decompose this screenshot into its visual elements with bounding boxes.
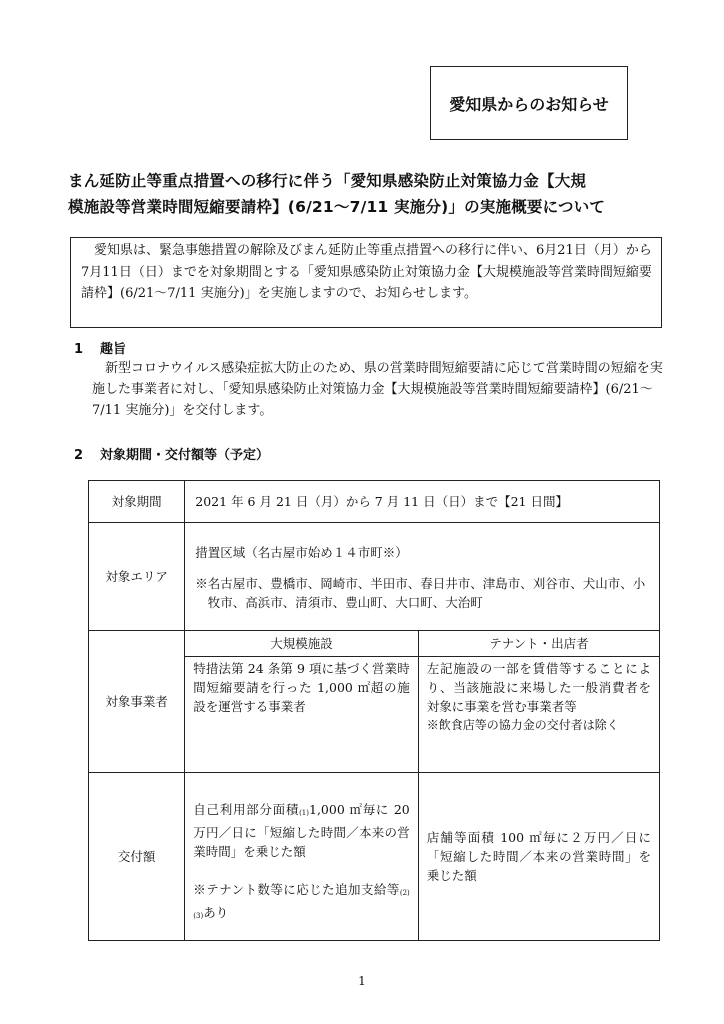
area-label: 対象エリア bbox=[89, 523, 185, 631]
notice-label-box bbox=[430, 66, 628, 140]
title-line-1: まん延防止等重点措置への移行に伴う「愛知県感染防止対策協力金【大規 bbox=[68, 172, 587, 190]
row-operators-header bbox=[89, 631, 660, 657]
amount-text-a: 自己利用部分面積 bbox=[193, 801, 300, 817]
title-line-2: 模施設等営業時間短縮要請枠】(6/21～7/11 実施分)」の実施概要について bbox=[68, 198, 606, 216]
amount-note-b: あり bbox=[203, 904, 229, 920]
summary-text: 愛知県は、緊急事態措置の解除及びまん延防止等重点措置への移行に伴い、6月21日（月）から7月11日（日）までを対象期間とする「愛知県感染防止対策協力金【大規模施設等営業時間短縮要請枠】(6/21～7/11 実施分)」を実施しますので、お知らせします。 bbox=[81, 243, 652, 301]
row-period bbox=[89, 481, 660, 523]
section-2-heading bbox=[74, 444, 269, 463]
document-title bbox=[68, 168, 668, 220]
page-number: 1 bbox=[358, 974, 366, 988]
amount-large-facility bbox=[185, 773, 418, 941]
amount-large-facility-text bbox=[193, 800, 409, 861]
period-label: 対象期間 bbox=[89, 481, 185, 523]
row-amount bbox=[89, 773, 660, 941]
amount-subscript-2: (2)(3) bbox=[193, 888, 410, 920]
amount-note-a: ※テナント数等に応じた追加支給等 bbox=[193, 881, 400, 897]
outline-table bbox=[88, 480, 660, 941]
amount-subscript-1: (1) bbox=[299, 808, 309, 817]
operators-tenant-text: 左記施設の一部を賃借等することにより、当該施設に来場した一般消費者を対象に事業を営む事業者等 bbox=[426, 661, 651, 714]
summary-box bbox=[70, 237, 662, 328]
amount-tenant: 店舗等面積 100 ㎡毎に２万円／日に「短縮した時間／本来の営業時間」を乗じた額 bbox=[418, 773, 659, 941]
amount-label: 交付額 bbox=[89, 773, 185, 941]
area-cell bbox=[185, 523, 660, 631]
section-2-number: 2 bbox=[74, 448, 84, 463]
operators-tenant bbox=[418, 657, 659, 773]
section-1-heading bbox=[74, 338, 126, 357]
notice-label: 愛知県からのお知らせ bbox=[449, 94, 609, 114]
operators-tenant-note: ※飲食店等の協力金の交付者は除く bbox=[426, 718, 619, 732]
period-value: 2021 年 6 月 21 日（月）から 7 月 11 日（日）まで【21 日間】 bbox=[185, 481, 660, 523]
amount-large-facility-note bbox=[193, 880, 409, 926]
col-header-tenant: テナント・出店者 bbox=[418, 631, 659, 657]
area-note: ※名古屋市、豊橋市、岡崎市、半田市、春日井市、津島市、刈谷市、犬山市、小牧市、高浜市、清須市、豊山町、大口町、大治町 bbox=[195, 576, 646, 610]
section-1-body: 新型コロナウイルス感染症拡大防止のため、県の営業時間短縮要請に応じて営業時間の短縮を実施した事業者に対し、「愛知県感染防止対策協力金【大規模施設等営業時間短縮要請枠】(6/21～7/11 実施分)」を交付します。 bbox=[92, 361, 663, 418]
section-1-title: 趣旨 bbox=[100, 342, 127, 357]
section-2-title: 対象期間・交付額等（予定） bbox=[100, 448, 270, 463]
col-header-large-facility: 大規模施設 bbox=[185, 631, 418, 657]
operators-large-facility: 特措法第 24 条第 9 項に基づく営業時間短縮要請を行った 1,000 ㎡超の施設を運営する事業者 bbox=[185, 657, 418, 773]
section-1-number: 1 bbox=[74, 342, 84, 357]
area-main: 措置区域（名古屋市始め１４市町※） bbox=[195, 545, 408, 560]
operators-label: 対象事業者 bbox=[89, 631, 185, 773]
row-area bbox=[89, 523, 660, 631]
amount-text-b: 1,000 ㎡毎に 20 万円／日に「短縮した時間／本来の営業時間」を乗じた額 bbox=[193, 801, 410, 859]
